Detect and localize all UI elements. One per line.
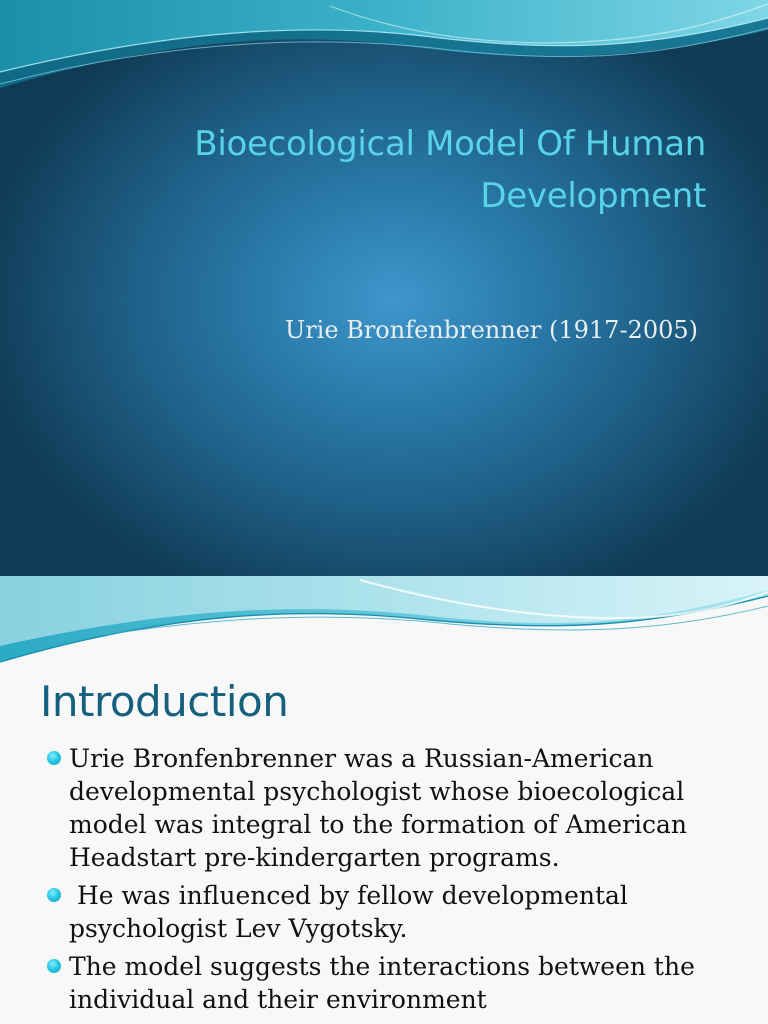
bullet-item	[42, 950, 742, 1016]
bullet-dot-icon	[47, 959, 61, 973]
bullet-text: Urie Bronfenbrenner was a Russian-American developmental psychologist whose bioecological model was integral to the formation of American Headstart pre-kindergarten programs.	[69, 744, 688, 872]
bullet-item	[42, 742, 742, 874]
bullet-item	[42, 879, 742, 945]
slide-title: Bioecological Model Of Human Development	[194, 124, 706, 216]
introduction-slide	[0, 576, 768, 1024]
wave-header-decoration	[0, 576, 768, 671]
bullet-dot-icon	[47, 751, 61, 765]
slide-heading: Introduction	[40, 677, 289, 726]
bullet-dot-icon	[47, 888, 61, 902]
bullet-list	[42, 742, 742, 1021]
bullet-text: The model suggests the interactions between the individual and their environment	[69, 952, 695, 1014]
bullet-text: He was influenced by fellow developmental psychologist Lev Vygotsky.	[69, 881, 636, 943]
wave-header-decoration	[0, 0, 768, 100]
slide-subtitle: Urie Bronfenbrenner (1917-2005)	[284, 316, 698, 344]
